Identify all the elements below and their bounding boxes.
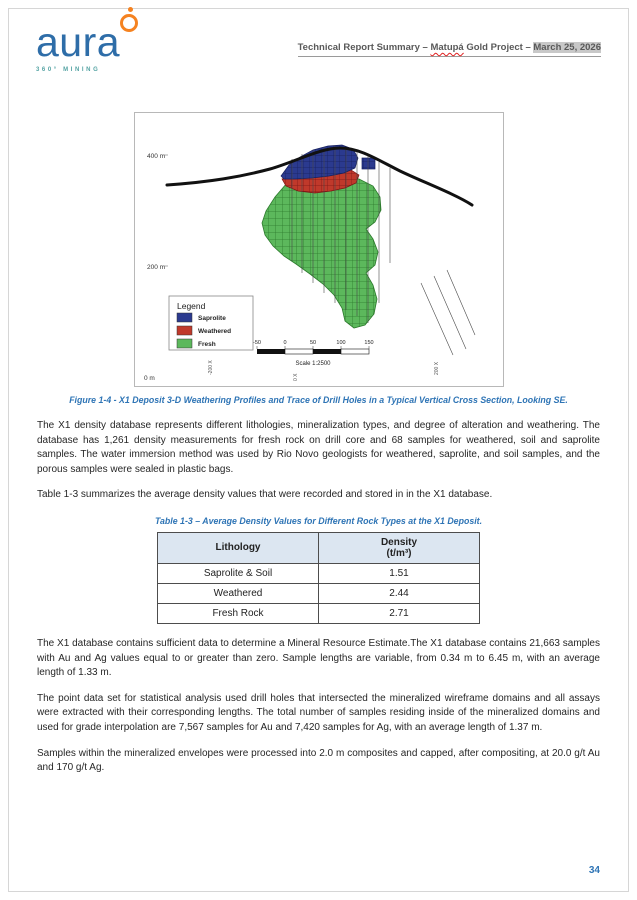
section-label-0: 0 X [292,373,299,381]
cell-density: 1.51 [319,563,480,583]
body-paragraph-4: The point data set for statistical analysis used drill holes that intersected the mineralized wireframe domains and all assays were extracted with their corresponding lengths. The total number of samples residing inside of the mineralized domains and used for grade interpolation are 7,567 samples for Au and 7,420 samples for Ag, with an average length of 1.37 m. [37,692,600,733]
scale-tick-label: 100 [335,340,346,346]
cross-section-figure [135,113,501,386]
fresh-rock-blocks [262,176,381,328]
page-number: 34 [588,865,600,876]
cell-density: 2.71 [319,603,480,623]
scale-bar [253,340,374,367]
elevation-label-400: 400 m [146,153,165,160]
table-header-row [158,532,480,563]
logo-dot-icon [128,7,133,12]
cell-lithology: Weathered [158,583,319,603]
page-content [37,112,600,787]
body-paragraph-5: Samples within the mineralized envelopes were processed into 2.0 m composites and capped, after compositing, at 20.0 g/t Au and 170 g/t Ag. [37,747,600,774]
section-label-minus200: -200 X [207,360,214,375]
cell-density: 2.44 [319,583,480,603]
table-row [158,583,480,603]
table-row [158,603,480,623]
legend-swatch-saprolite [177,313,192,322]
scale-tick-label: 50 [309,340,316,346]
logo-tagline: 360° MINING [36,67,101,73]
figure-1-4 [134,112,504,387]
scale-tick-label: 0 [282,340,287,346]
cell-lithology: Fresh Rock [158,603,319,623]
body-paragraph-3: The X1 database contains sufficient data to determine a Mineral Resource Estimate.The X1 database contains 21,663 samples with Au and Ag values equal to or greater than zero. Sample lengths are variable, from 0.34 m to 6.45 m, with an average length of 1.33 m. [37,637,600,679]
col-header-density: Density (t/m³) [319,532,480,563]
table-row [158,563,480,583]
legend-label-weathered: Weathered [197,328,231,335]
logo-circle-icon [120,14,138,32]
header-date-field: March 25, 2026 [533,42,601,53]
legend-box [169,296,253,350]
body-paragraph-2: Table 1-3 summarizes the average density values that were recorded and stored in in the X1 database. [37,489,493,501]
figure-caption: Figure 1-4 - X1 Deposit 3-D Weathering Profiles and Trace of Drill Holes in a Typical Vertical Cross Section, Looking SE. [69,395,568,405]
logo-wordmark: aura [36,19,121,65]
legend-title: Legend [176,301,205,311]
header-title-text-1: Technical Report Summary – [297,42,431,53]
page-header [36,19,601,73]
body-paragraph-1: The X1 density database represents different lithologies, mineralization types, and degree of alteration and weathering. The database has 1,261 density measurements for fresh rock on drill core and 68 samples for weathered, soil and saprolite samples. The water immersion method was used by Rio Novo geologists for weathered, saprolite, and soil samples, and the porous samples were sealed in plastic bags. [37,420,600,475]
legend-swatch-weathered [177,326,192,335]
scale-tick-label: 150 [363,340,374,346]
col-header-lithology: Lithology [158,532,319,563]
scale-label: Scale 1:2500 [294,361,331,367]
section-label-200: 200 X [433,361,440,375]
table-caption: Table 1-3 – Average Density Values for Different Rock Types at the X1 Deposit. [154,515,483,526]
scale-tick-label: -50 [252,340,261,346]
header-title-text-2: Gold Project – [463,42,534,53]
legend-swatch-fresh [177,339,192,348]
report-header-title [298,42,601,57]
elevation-label-200: 200 m [146,264,165,271]
cell-lithology: Saprolite & Soil [158,563,319,583]
header-project-name: Matupá [430,42,464,53]
legend-label-saprolite: Saprolite [197,315,226,322]
elevation-label-0: 0 m [143,375,155,382]
legend-label-fresh: Fresh [197,341,216,348]
saprolite-blocks-detached [362,158,375,169]
density-table [157,532,480,624]
aura-logo [36,19,121,73]
